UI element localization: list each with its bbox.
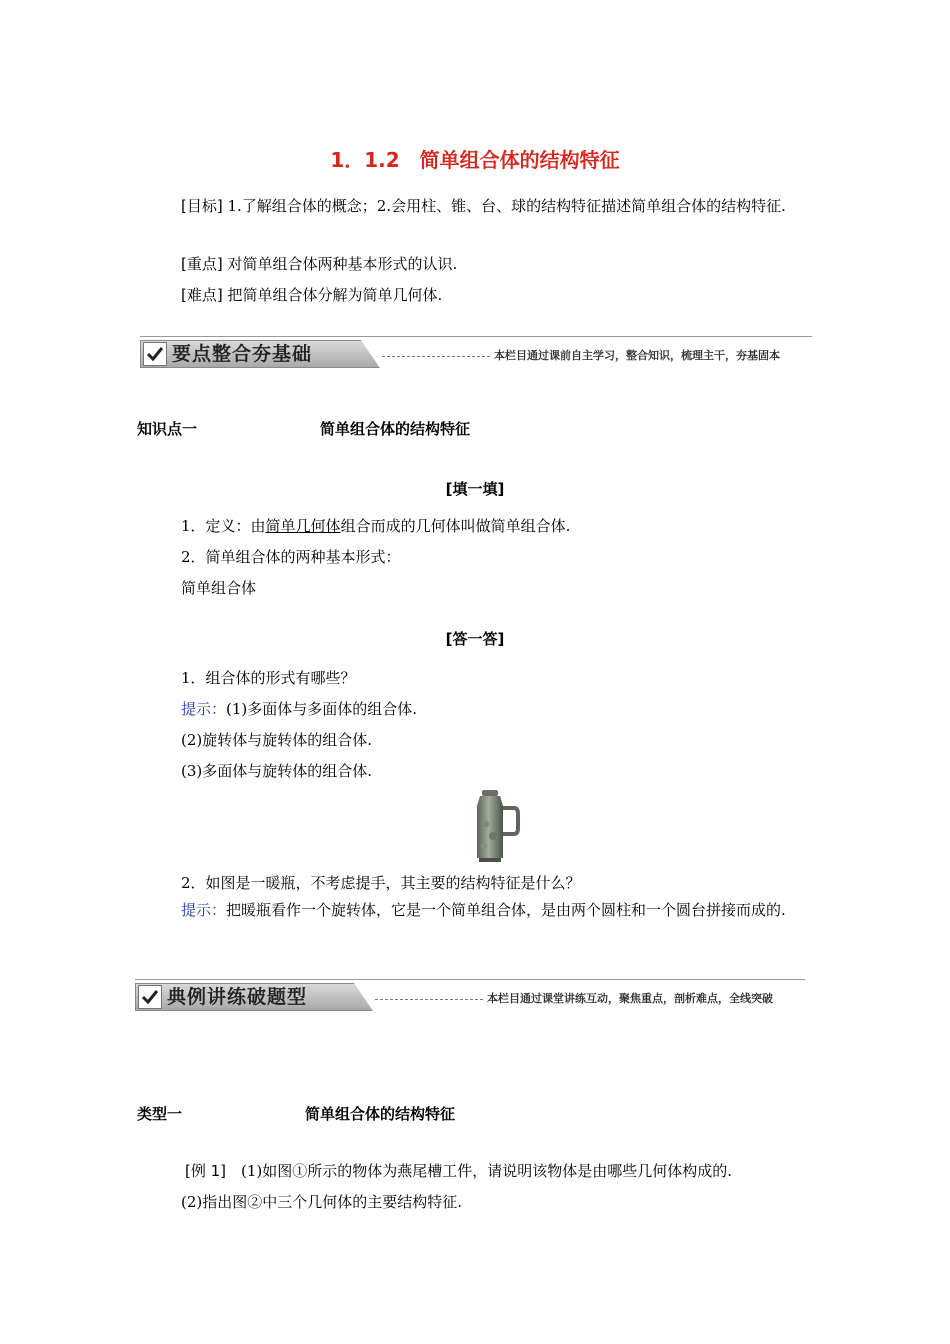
- example-1-text: (1)如图①所示的物体为燕尾槽工件，请说明该物体是由哪些几何体构成的.: [226, 1162, 733, 1180]
- banner-note-2: 本栏目通过课堂讲练互动，聚焦重点，剖析难点，全线突破: [487, 992, 773, 1005]
- fill-item-2: 2．简单组合体的两种基本形式：: [181, 548, 401, 566]
- focus-tag: [重点]: [181, 255, 223, 273]
- goal-difficulty: [137, 281, 813, 310]
- knowledge-point-title: 简单组合体的结构特征: [320, 420, 471, 438]
- section-banner-basics: [140, 336, 812, 370]
- knowledge-point-label: 知识点一: [137, 420, 198, 438]
- answer-1-text: (1)多面体与多面体的组合体.: [226, 700, 418, 718]
- example-1-line-2: (2)指出图②中三个几何体的主要结构特征.: [181, 1193, 463, 1211]
- page-title: 1．1.2 简单组合体的结构特征: [330, 148, 620, 172]
- checkmark-icon-2: [138, 985, 162, 1009]
- difficulty-tag: [难点]: [181, 286, 223, 304]
- question-1: 1．组合体的形式有哪些？: [181, 669, 356, 687]
- goal-target: [137, 192, 813, 221]
- thermos-flask-image: [470, 788, 522, 864]
- hint-label-2: 提示：: [181, 901, 227, 919]
- fill-item-1-prefix: 1．定义：由: [181, 517, 266, 535]
- fill-item-1-suffix: 组合而成的几何体叫做简单组合体.: [340, 517, 571, 535]
- banner-label-2: 典例讲练破题型: [167, 986, 308, 1008]
- banner-note: 本栏目通过课前自主学习，整合知识，梳理主干，夯基固本: [494, 349, 780, 362]
- example-tag: [例 1]: [185, 1162, 227, 1180]
- target-text: 1.了解组合体的概念；2.会用柱、锥、台、球的结构特征描述简单组合体的结构特征.: [222, 197, 786, 215]
- type-label: 类型一: [137, 1105, 183, 1123]
- hint-label: 提示：: [181, 700, 227, 718]
- difficulty-text: 把简单组合体分解为简单几何体.: [222, 286, 443, 304]
- target-tag: [目标]: [181, 197, 223, 215]
- answer-1-line-2: (2)旋转体与旋转体的组合体.: [181, 731, 373, 749]
- answer-heading: [答一答]: [445, 630, 505, 648]
- answer-1-line-3: (3)多面体与旋转体的组合体.: [181, 762, 373, 780]
- fill-item-3: 简单组合体: [181, 579, 257, 597]
- answer-1-line-1: [181, 698, 417, 719]
- focus-text: 对简单组合体两种基本形式的认识.: [222, 255, 458, 273]
- banner-label: 要点整合夯基础: [172, 343, 313, 365]
- answer-2-text: 把暖瓶看作一个旋转体，它是一个简单组合体，是由两个圆柱和一个圆台拼接而成的.: [226, 901, 786, 919]
- answer-2: [137, 896, 813, 925]
- goal-focus: [137, 250, 813, 279]
- question-2: 2．如图是一暖瓶，不考虑提手，其主要的结构特征是什么？: [181, 874, 581, 892]
- fill-item-1: [181, 515, 570, 536]
- example-1-line-1: [185, 1160, 732, 1181]
- fill-heading: [填一填]: [445, 480, 505, 498]
- type-title: 简单组合体的结构特征: [305, 1105, 456, 1123]
- fill-blank-answer: 简单几何体: [265, 517, 341, 535]
- section-banner-examples: [135, 979, 805, 1013]
- checkmark-icon: [143, 342, 167, 366]
